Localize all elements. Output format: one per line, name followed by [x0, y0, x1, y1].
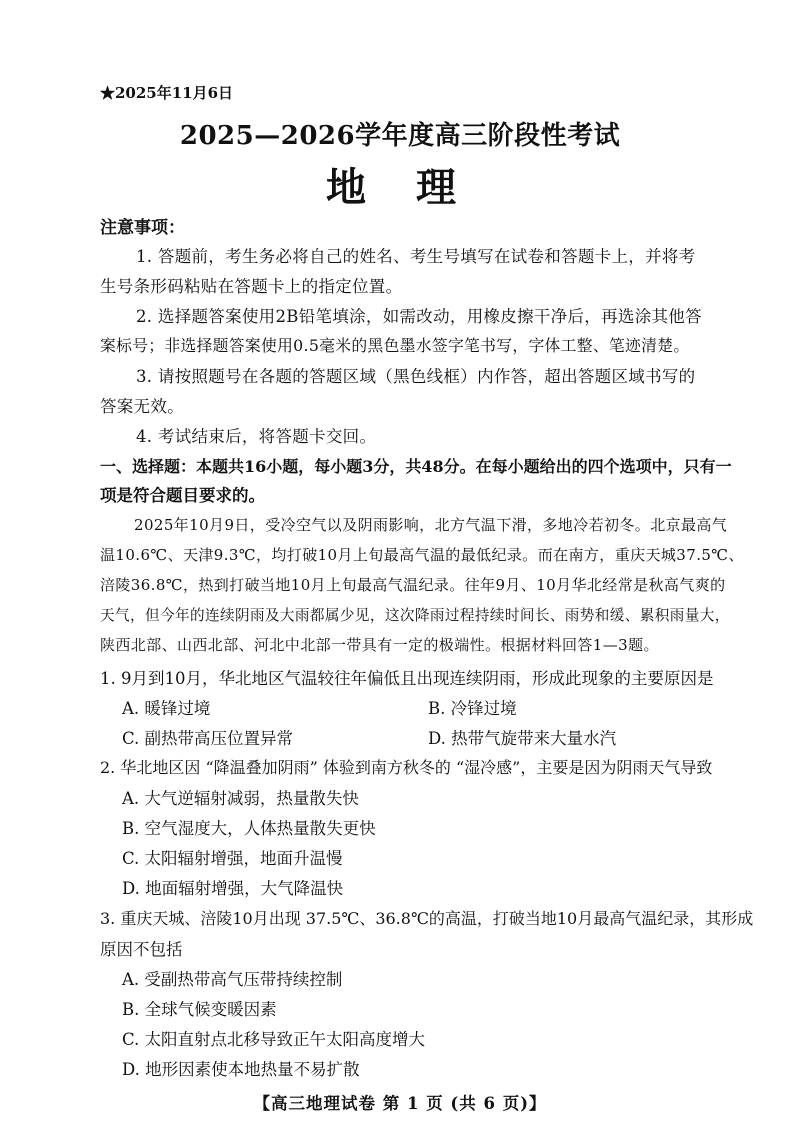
material-line-2: 温10.6℃、天津9.3℃，均打破10月上旬最高气温的最低纪录。而在南方，重庆天城37.5℃、	[100, 546, 744, 564]
material-line-3: 涪陵36.8℃，热到打破当地10月上旬最高气温纪录。往年9月、10月华北经常是秋高气爽的	[100, 576, 726, 594]
question-2-option-a: A. 大气逆辐射减弱，热量散失快	[122, 789, 359, 808]
section-heading-line-1: 一、选择题：本题共16小题，每小题3分，共48分。在每小题给出的四个选项中，只有一	[100, 457, 732, 476]
question-3-option-b: B. 全球气候变暖因素	[122, 1000, 277, 1019]
notice-line-5: 3. 请按照题号在各题的答题区域（黑色线框）内作答，超出答题区域书写的	[136, 367, 696, 386]
question-1-option-a: A. 暖锋过境	[122, 699, 211, 718]
exam-date: ★2025年11月6日	[100, 84, 234, 102]
material-line-4: 天气，但今年的连续阴雨及大雨都属少见，这次降雨过程持续时间长、雨势和缓、累积雨量大，	[100, 607, 730, 624]
section-heading-line-2: 项是符合题目要求的。	[100, 486, 265, 505]
question-3-stem-line-1: 3. 重庆天城、涪陵10月出现 37.5℃、36.8℃的高温，打破当地10月最高气温纪录，其形成	[100, 909, 754, 928]
question-3-option-c: C. 太阳直射点北移导致正午太阳高度增大	[122, 1030, 426, 1049]
question-1-option-b: B. 冷锋过境	[428, 699, 517, 718]
question-3-option-a: A. 受副热带高气压带持续控制	[122, 970, 343, 989]
question-1-option-d: D. 热带气旋带来大量水汽	[428, 729, 617, 748]
notice-line-1: 1. 答题前，考生务必将自己的姓名、考生号填写在试卷和答题卡上，并将考	[136, 247, 696, 266]
question-2-option-c: C. 太阳辐射增强，地面升温慢	[122, 849, 343, 868]
notice-line-6: 答案无效。	[100, 397, 184, 416]
subject-title: 地 理	[326, 164, 474, 211]
question-1-stem: 1. 9月到10月，华北地区气温较往年偏低且出现连续阴雨，形成此现象的主要原因是	[100, 669, 714, 688]
exam-title: 2025—2026学年度高三阶段性考试	[179, 121, 621, 151]
page-footer: 【高三地理试卷 第 1 页 (共 6 页)】	[253, 1094, 547, 1113]
question-1-option-c: C. 副热带高压位置异常	[122, 729, 294, 748]
question-3-stem-line-2: 原因不包括	[100, 940, 183, 959]
material-line-5: 陕西北部、山西北部、河北中北部一带具有一定的极端性。根据材料回答1—3题。	[100, 636, 659, 654]
notice-line-7: 4. 考试结束后，将答题卡交回。	[136, 427, 377, 446]
question-2-stem: 2. 华北地区因 “降温叠加阴雨” 体验到南方秋冬的 “湿冷感”，主要是因为阴雨天气导致	[100, 758, 713, 777]
question-3-option-d: D. 地形因素使本地热量不易扩散	[122, 1060, 360, 1079]
notice-line-3: 2. 选择题答案使用2B铅笔填涂，如需改动，用橡皮擦干净后，再选涂其他答	[136, 307, 702, 326]
question-2-option-b: B. 空气湿度大，人体热量散失更快	[122, 819, 376, 838]
notice-line-2: 生号条形码粘贴在答题卡上的指定位置。	[100, 277, 403, 296]
question-2-option-d: D. 地面辐射增强，大气降温快	[122, 879, 344, 898]
notice-heading: 注意事项：	[100, 218, 185, 238]
notice-line-4: 案标号；非选择题答案使用0.5毫米的黑色墨水签字笔书写，字体工整、笔迹清楚。	[100, 336, 690, 355]
material-line-1: 2025年10月9日，受冷空气以及阴雨影响，北方气温下滑，多地冷若初冬。北京最高气	[134, 516, 728, 534]
